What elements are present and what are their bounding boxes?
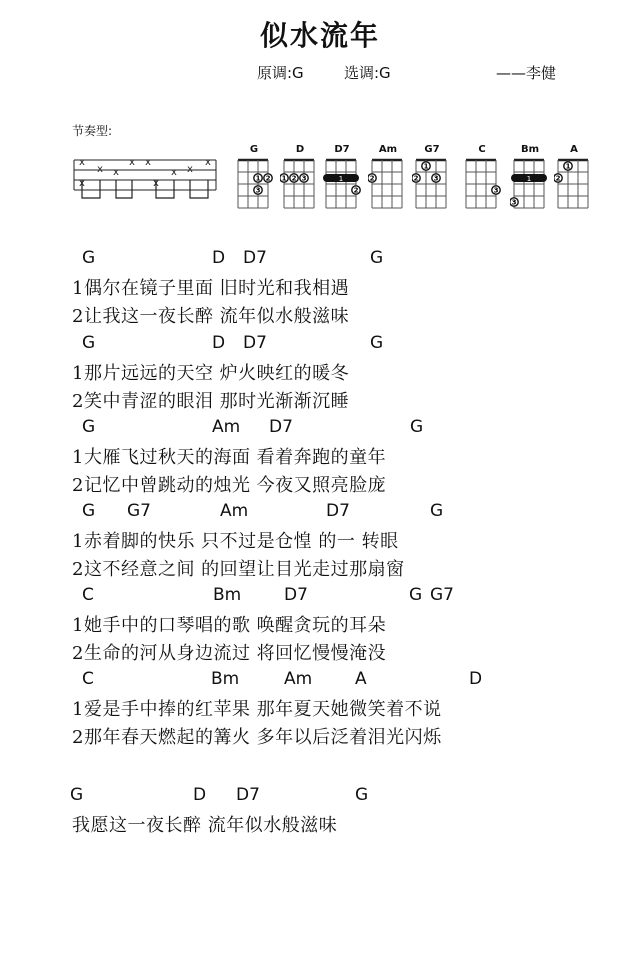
lyric-text: 我愿这一夜长醉 流年似水般滋味 bbox=[72, 815, 338, 836]
fretboard-grid bbox=[280, 158, 320, 210]
chord-symbol: D bbox=[212, 248, 226, 268]
lyric-line bbox=[0, 639, 640, 665]
chord-symbol: G bbox=[430, 501, 444, 521]
svg-text:x: x bbox=[97, 164, 103, 175]
finger-number: 2 bbox=[369, 174, 375, 183]
finger-number: 3 bbox=[433, 174, 439, 183]
chord-symbol: D7 bbox=[284, 585, 308, 605]
finger-number: 3 bbox=[301, 174, 307, 183]
chord-symbol: C bbox=[82, 669, 94, 689]
svg-text:x: x bbox=[145, 157, 151, 168]
fretboard-grid bbox=[322, 158, 362, 210]
original-key: 原调:G bbox=[257, 64, 304, 82]
rhythm-pattern-notation bbox=[70, 150, 220, 202]
chord-symbol: Am bbox=[220, 501, 249, 521]
barre-finger-label: 1 bbox=[526, 175, 532, 183]
chord-diagram-g7 bbox=[412, 144, 452, 216]
chord-symbol: Am bbox=[284, 669, 313, 689]
chord-diagram-d7 bbox=[322, 144, 362, 216]
finger-number: 3 bbox=[255, 186, 261, 195]
svg-text:x: x bbox=[79, 157, 85, 168]
chord-diagram-d bbox=[280, 144, 320, 216]
lyric-line bbox=[0, 695, 640, 721]
chord-symbol: G bbox=[82, 333, 96, 353]
chord-symbol: A bbox=[355, 669, 367, 689]
lyric-text: 1偶尔在镜子里面 旧时光和我相遇 bbox=[72, 278, 350, 299]
fretboard-grid bbox=[234, 158, 274, 210]
chord-diagram-g bbox=[234, 144, 274, 216]
finger-number: 2 bbox=[265, 174, 271, 183]
chord-diagram-name: G bbox=[249, 144, 259, 155]
artist-credit: ——李健 bbox=[496, 64, 557, 82]
chord-symbol: G bbox=[82, 417, 96, 437]
chord-symbol: Bm bbox=[213, 585, 242, 605]
chord-line bbox=[0, 785, 640, 811]
chord-diagram-name: G7 bbox=[424, 144, 440, 155]
finger-number: 2 bbox=[353, 186, 359, 195]
fretboard-grid bbox=[510, 158, 550, 210]
chord-symbol: D bbox=[212, 333, 226, 353]
svg-text:x: x bbox=[205, 157, 211, 168]
chord-symbol: D bbox=[193, 785, 207, 805]
chord-diagram-name: D bbox=[295, 144, 305, 155]
chord-symbol: G7 bbox=[430, 585, 454, 605]
chord-line bbox=[0, 248, 640, 274]
chord-symbol: G bbox=[70, 785, 84, 805]
lyric-line bbox=[0, 471, 640, 497]
chord-diagram-c bbox=[462, 144, 502, 216]
lyric-line bbox=[0, 611, 640, 637]
fretboard-grid bbox=[554, 158, 594, 210]
chord-diagram-name: A bbox=[570, 144, 578, 155]
fretboard-grid bbox=[412, 158, 452, 210]
lyric-text: 2生命的河从身边流过 将回忆慢慢淹没 bbox=[72, 643, 387, 664]
finger-number: 1 bbox=[423, 162, 429, 171]
finger-number: 1 bbox=[565, 162, 571, 171]
chord-line bbox=[0, 501, 640, 527]
finger-number: 2 bbox=[413, 174, 419, 183]
lyric-text: 1爱是手中捧的红苹果 那年夏天她微笑着不说 bbox=[72, 699, 442, 720]
lyric-line bbox=[0, 302, 640, 328]
chord-symbol: G bbox=[410, 417, 424, 437]
barre-finger-label: 1 bbox=[338, 175, 344, 183]
chord-line bbox=[0, 585, 640, 611]
lyric-text: 2那年春天燃起的篝火 多年以后泛着泪光闪烁 bbox=[72, 727, 442, 748]
lyric-line bbox=[0, 443, 640, 469]
chord-line bbox=[0, 333, 640, 359]
chord-symbol: G7 bbox=[127, 501, 151, 521]
finger-number: 2 bbox=[555, 174, 561, 183]
lyric-text: 1那片远远的天空 炉火映红的暖冬 bbox=[72, 363, 350, 384]
chord-diagram-a bbox=[554, 144, 594, 216]
lyric-line bbox=[0, 723, 640, 749]
lyric-text: 2记忆中曾跳动的烛光 今夜又照亮脸庞 bbox=[72, 475, 387, 496]
lyric-line bbox=[0, 274, 640, 300]
chord-symbol: D7 bbox=[269, 417, 293, 437]
lyric-text: 2这不经意之间 的回望让目光走过那扇窗 bbox=[72, 559, 405, 580]
selected-key: 选调:G bbox=[344, 64, 391, 82]
lyric-text: 1赤着脚的快乐 只不过是仓惶 的一 转眼 bbox=[72, 531, 399, 552]
finger-number: 3 bbox=[511, 198, 517, 207]
svg-text:x: x bbox=[171, 167, 177, 178]
chord-symbol: D bbox=[469, 669, 483, 689]
lyric-line bbox=[0, 811, 640, 837]
chord-symbol: D7 bbox=[243, 333, 267, 353]
chord-diagram-name: C bbox=[478, 144, 486, 155]
chord-symbol: C bbox=[82, 585, 94, 605]
chord-diagram-name: Am bbox=[378, 144, 398, 155]
finger-number: 1 bbox=[255, 174, 261, 183]
chord-symbol: G bbox=[82, 501, 96, 521]
svg-text:x: x bbox=[79, 178, 85, 189]
fretboard-grid bbox=[462, 158, 502, 210]
chord-symbol: D7 bbox=[326, 501, 350, 521]
rhythm-label: 节奏型: bbox=[72, 124, 113, 138]
lyric-text: 1大雁飞过秋天的海面 看着奔跑的童年 bbox=[72, 447, 387, 468]
chord-diagram-name: Bm bbox=[520, 144, 540, 155]
chord-symbol: G bbox=[370, 333, 384, 353]
chord-symbol: Bm bbox=[211, 669, 240, 689]
lyric-text: 2让我这一夜长醉 流年似水般滋味 bbox=[72, 306, 350, 327]
lyric-line bbox=[0, 387, 640, 413]
finger-number: 3 bbox=[493, 186, 499, 195]
lyric-text: 2笑中青涩的眼泪 那时光渐渐沉睡 bbox=[72, 391, 350, 412]
chord-symbol: Am bbox=[212, 417, 241, 437]
svg-text:x: x bbox=[129, 157, 135, 168]
chord-symbol: G bbox=[409, 585, 423, 605]
chord-symbol: G bbox=[370, 248, 384, 268]
lyric-line bbox=[0, 359, 640, 385]
lyric-text: 1她手中的口琴唱的歌 唤醒贪玩的耳朵 bbox=[72, 615, 387, 636]
chord-diagram-name: D7 bbox=[334, 144, 350, 155]
fretboard-grid bbox=[368, 158, 408, 210]
chord-diagram-bm bbox=[510, 144, 550, 216]
chord-line bbox=[0, 417, 640, 443]
chord-symbol: G bbox=[355, 785, 369, 805]
lyric-line bbox=[0, 555, 640, 581]
chord-line bbox=[0, 669, 640, 695]
svg-text:x: x bbox=[187, 164, 193, 175]
finger-number: 2 bbox=[291, 174, 297, 183]
song-title: 似水流年 bbox=[259, 19, 380, 52]
chord-symbol: G bbox=[82, 248, 96, 268]
chord-diagram-am bbox=[368, 144, 408, 216]
svg-text:x: x bbox=[113, 167, 119, 178]
chord-symbol: D7 bbox=[236, 785, 260, 805]
finger-number: 1 bbox=[281, 174, 287, 183]
chord-symbol: D7 bbox=[243, 248, 267, 268]
lyric-line bbox=[0, 527, 640, 553]
svg-text:x: x bbox=[153, 178, 159, 189]
